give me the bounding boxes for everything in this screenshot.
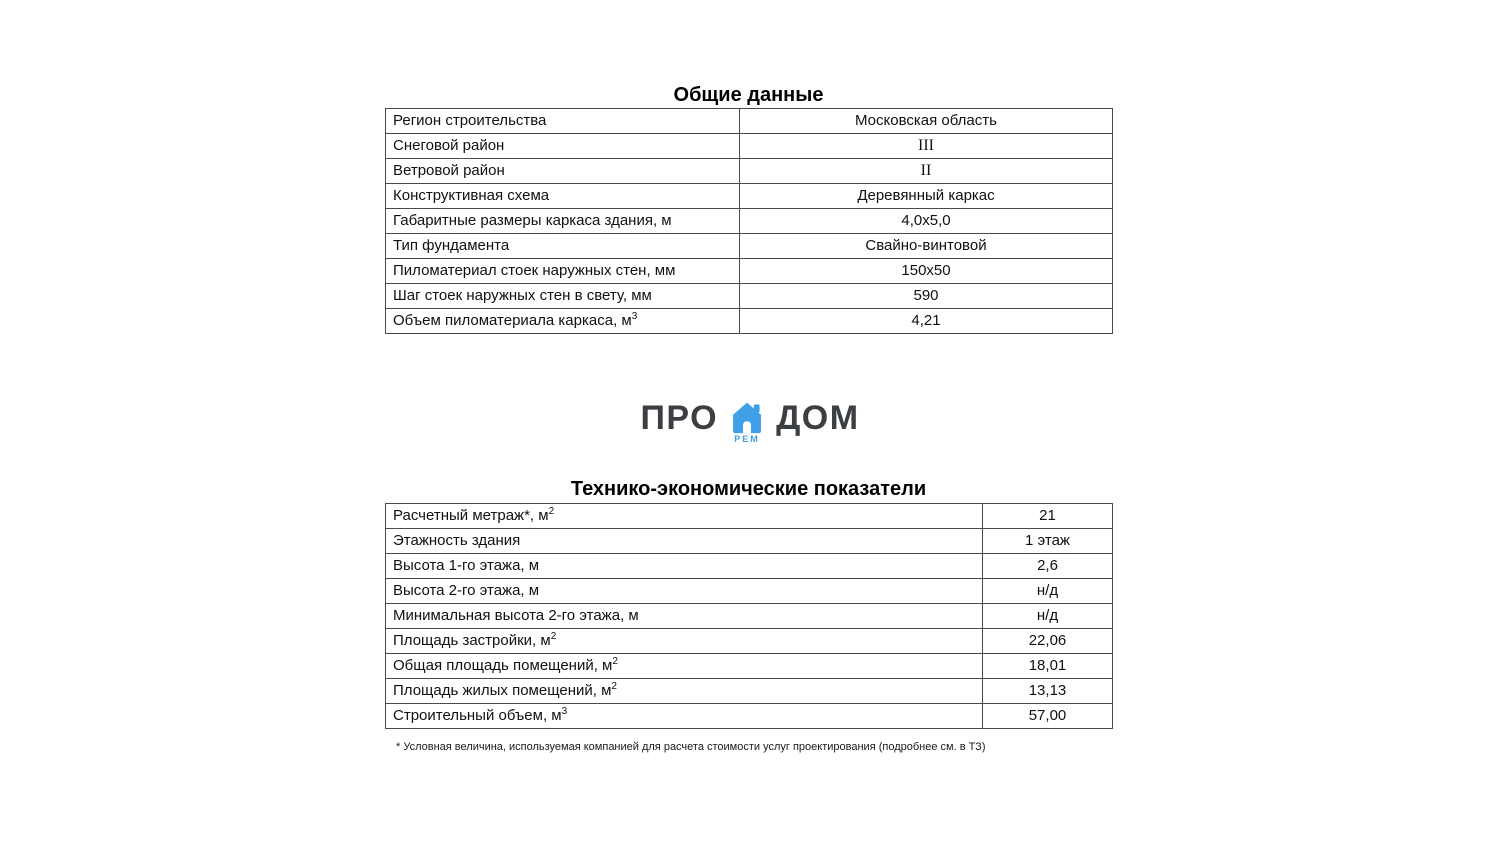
table-row xyxy=(386,234,1113,259)
table-row xyxy=(386,679,1113,704)
row-value: 22,06 xyxy=(983,629,1113,654)
row-value: 13,13 xyxy=(983,679,1113,704)
table-row xyxy=(386,604,1113,629)
row-label: Ветровой район xyxy=(386,159,740,184)
table-row xyxy=(386,629,1113,654)
table-row xyxy=(386,159,1113,184)
row-label: Площадь жилых помещений, $м^2$ xyxy=(386,679,983,704)
tech-table-title: Технико-экономические показатели xyxy=(570,478,927,500)
general-table xyxy=(385,108,1113,334)
table-row xyxy=(386,134,1113,159)
row-value: н/д xyxy=(983,604,1113,629)
table-row xyxy=(386,704,1113,729)
row-value: II xyxy=(740,159,1113,184)
logo-text-pro: ПРО xyxy=(640,399,719,437)
row-label: Тип фундамента xyxy=(386,234,740,259)
row-label: Конструктивная схема xyxy=(386,184,740,209)
row-label: Объем пиломатериала каркаса, $м^3$ xyxy=(386,309,740,334)
row-label: Пиломатериал стоек наружных стен, мм xyxy=(386,259,740,284)
table-row xyxy=(386,109,1113,134)
row-label: Высота 2-го этажа, м xyxy=(386,579,983,604)
row-label: Снеговой район xyxy=(386,134,740,159)
table-row xyxy=(386,209,1113,234)
row-label: Площадь застройки, $м^2$ xyxy=(386,629,983,654)
logo-icon-block xyxy=(727,401,767,444)
table-row xyxy=(386,309,1113,334)
table-row xyxy=(386,259,1113,284)
row-value: 590 xyxy=(740,284,1113,309)
row-label: Общая площадь помещений, $м^2$ xyxy=(386,654,983,679)
logo-rem-label: РЕМ xyxy=(734,433,760,444)
table-row xyxy=(386,504,1113,529)
row-value: Деревянный каркас xyxy=(740,184,1113,209)
row-label: Минимальная высота 2-го этажа, м xyxy=(386,604,983,629)
row-value: 2,6 xyxy=(983,554,1113,579)
row-label: Расчетный метраж*, $м^2$ xyxy=(386,504,983,529)
row-value: 21 xyxy=(983,504,1113,529)
row-value: III xyxy=(740,134,1113,159)
row-label: Этажность здания xyxy=(386,529,983,554)
table-row xyxy=(386,284,1113,309)
table-row xyxy=(386,654,1113,679)
row-label: Регион строительства xyxy=(386,109,740,134)
row-value: н/д xyxy=(983,579,1113,604)
row-value: 1 этаж xyxy=(983,529,1113,554)
row-value: 18,01 xyxy=(983,654,1113,679)
row-value: 57,00 xyxy=(983,704,1113,729)
row-value: 4,0х5,0 xyxy=(740,209,1113,234)
table-row xyxy=(386,554,1113,579)
logo-text-dom: ДОМ xyxy=(776,399,860,437)
row-value: Московская область xyxy=(740,109,1113,134)
table-row xyxy=(386,529,1113,554)
row-label: Высота 1-го этажа, м xyxy=(386,554,983,579)
logo xyxy=(0,396,1500,448)
row-value: Свайно-винтовой xyxy=(740,234,1113,259)
row-label: Шаг стоек наружных стен в свету, мм xyxy=(386,284,740,309)
house-icon xyxy=(729,401,765,434)
row-value: 4,21 xyxy=(740,309,1113,334)
row-label: Габаритные размеры каркаса здания, м xyxy=(386,209,740,234)
general-table-title: Общие данные xyxy=(673,84,824,106)
row-label: Строительный объем, $м^3$ xyxy=(386,704,983,729)
row-value: 150х50 xyxy=(740,259,1113,284)
tech-table xyxy=(385,503,1113,729)
table-row xyxy=(386,184,1113,209)
footnote: * Условная величина, используемая компанией для расчета стоимости услуг проектирования (подробнее см. в ТЗ) xyxy=(396,741,986,753)
table-row xyxy=(386,579,1113,604)
